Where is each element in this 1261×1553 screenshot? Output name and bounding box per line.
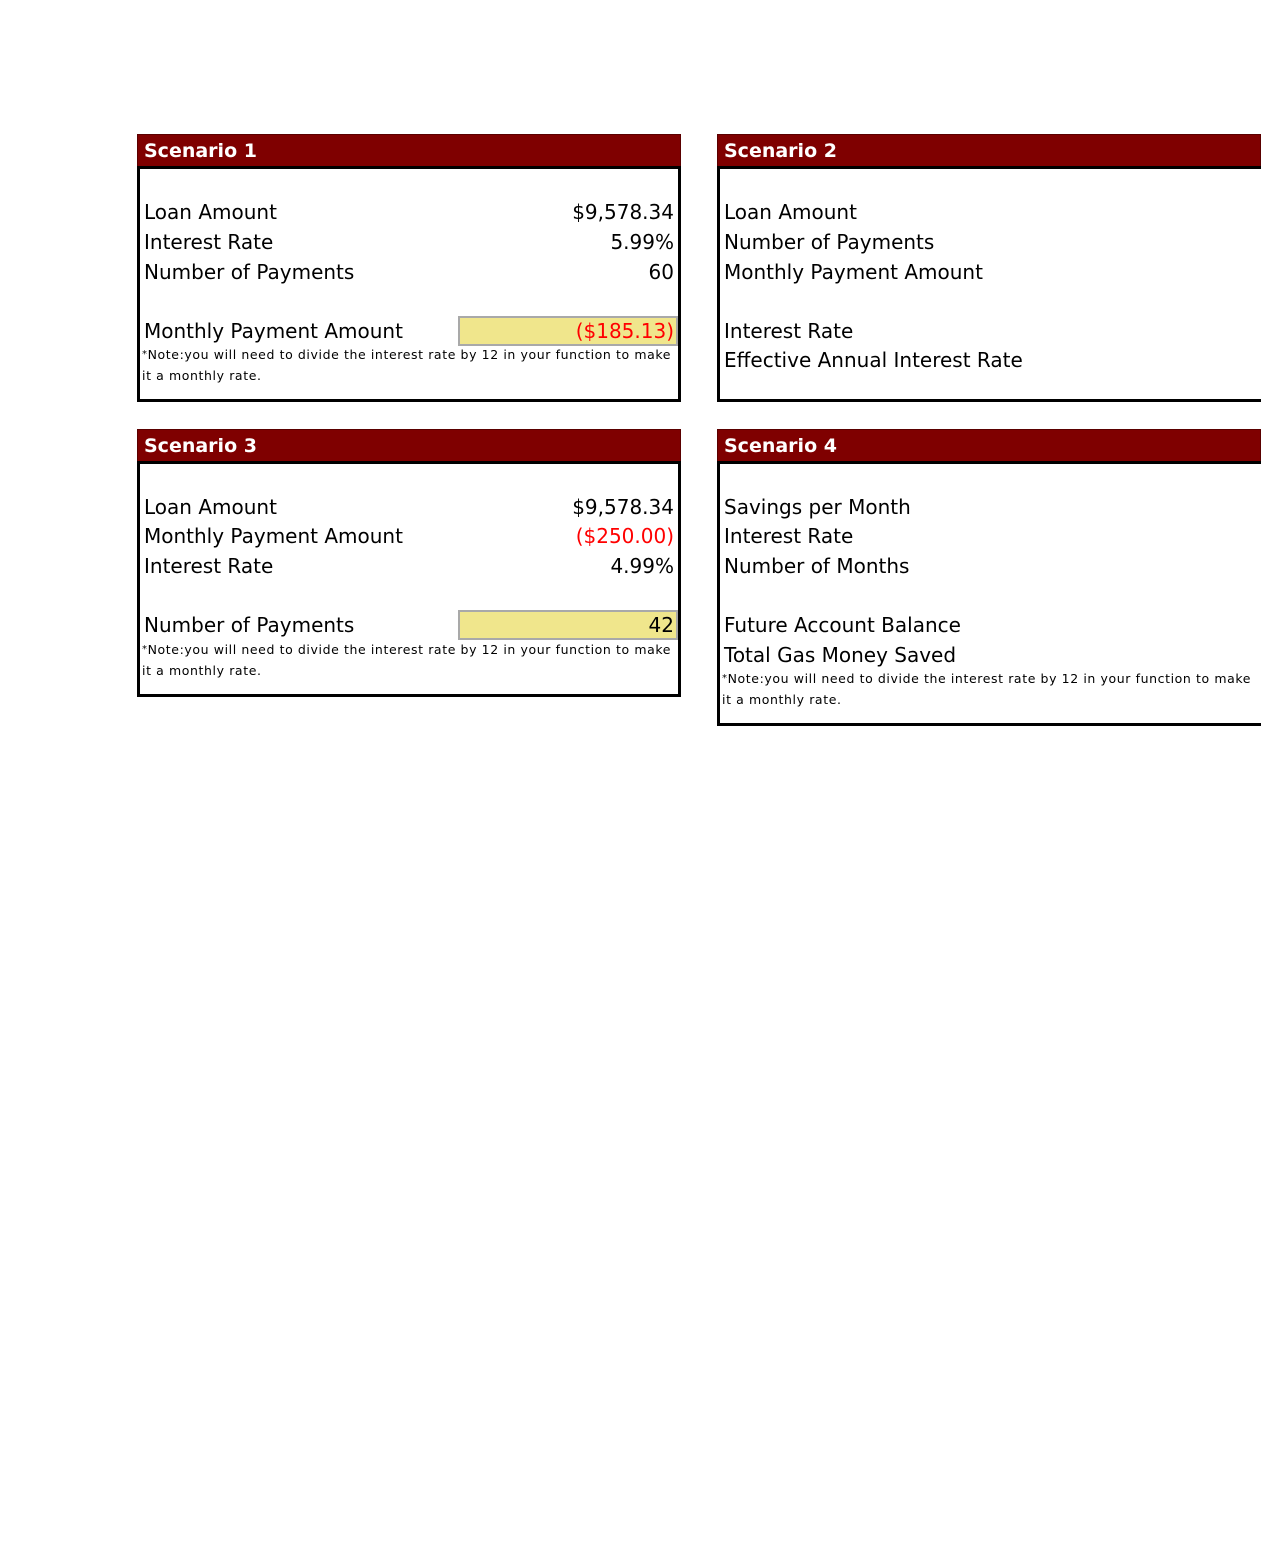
loan-amount-label: Loan Amount — [724, 200, 857, 224]
interest-rate-row — [724, 316, 1257, 346]
scenario-4-clip — [717, 429, 1252, 726]
scenario-1-card — [137, 134, 681, 402]
number-of-months-row — [724, 551, 1257, 581]
monthly-payment-result-cell[interactable]: ($185.13) — [458, 316, 678, 346]
savings-per-month-row — [724, 492, 1257, 522]
interest-rate-row — [724, 521, 1257, 551]
note-marker: * — [142, 349, 148, 360]
monthly-payment-row — [144, 316, 674, 346]
loan-amount-row — [724, 197, 1257, 227]
number-of-payments-label: Number of Payments — [144, 260, 355, 284]
interest-rate-label: Interest Rate — [724, 319, 854, 343]
scenario-3-note — [142, 639, 674, 681]
scenario-4-note — [722, 668, 1252, 710]
total-gas-saved-row — [724, 640, 1257, 670]
scenario-4-body — [717, 461, 1261, 726]
interest-rate-value[interactable]: 5.99% — [610, 230, 674, 254]
monthly-payment-value[interactable]: ($250.00) — [575, 524, 674, 548]
monthly-payment-label: Monthly Payment Amount — [724, 260, 983, 284]
number-of-payments-value[interactable]: 60 — [648, 260, 674, 284]
monthly-payment-row — [724, 257, 1257, 287]
loan-amount-label: Loan Amount — [144, 495, 277, 519]
interest-rate-label: Interest Rate — [724, 524, 854, 548]
scenario-2-header: Scenario 2 — [717, 134, 1261, 167]
monthly-payment-label: Monthly Payment Amount — [144, 319, 403, 343]
scenario-2-clip — [717, 134, 1078, 402]
scenario-4-card — [717, 429, 1261, 726]
scenario-1-header: Scenario 1 — [137, 134, 681, 167]
scenario-2-card — [717, 134, 1261, 402]
effective-annual-rate-label: Effective Annual Interest Rate — [724, 348, 1023, 372]
number-of-payments-label: Number of Payments — [724, 230, 935, 254]
number-of-payments-row — [144, 257, 674, 287]
future-balance-row — [724, 610, 1257, 640]
number-of-months-label: Number of Months — [724, 554, 910, 578]
scenario-1-body — [137, 166, 681, 402]
note-text: Note:you will need to divide the interest rate by 12 in your function to make it a monthly rate. — [722, 671, 1252, 707]
scenario-1-note — [142, 344, 674, 386]
note-marker: * — [722, 673, 728, 684]
total-gas-saved-label: Total Gas Money Saved — [724, 643, 957, 667]
loan-amount-label: Loan Amount — [144, 200, 277, 224]
number-of-payments-label: Number of Payments — [144, 613, 355, 637]
monthly-payment-label: Monthly Payment Amount — [144, 524, 403, 548]
interest-rate-label: Interest Rate — [144, 230, 274, 254]
monthly-payment-row — [144, 521, 674, 551]
interest-rate-row — [144, 551, 674, 581]
number-of-payments-row — [144, 610, 674, 640]
note-marker: * — [142, 644, 148, 655]
savings-per-month-label: Savings per Month — [724, 495, 911, 519]
loan-amount-row — [144, 492, 674, 522]
scenario-3-body — [137, 461, 681, 697]
loan-amount-value[interactable]: $9,578.34 — [572, 495, 674, 519]
interest-rate-value[interactable]: 4.99% — [610, 554, 674, 578]
scenario-3-header: Scenario 3 — [137, 429, 681, 462]
future-balance-label: Future Account Balance — [724, 613, 961, 637]
effective-annual-rate-row — [724, 345, 1257, 375]
scenario-2-body — [717, 166, 1261, 402]
scenario-3-card — [137, 429, 681, 697]
loan-amount-row — [144, 197, 674, 227]
number-of-payments-result-cell[interactable]: 42 — [458, 610, 678, 640]
number-of-payments-row — [724, 227, 1257, 257]
scenario-4-header: Scenario 4 — [717, 429, 1261, 462]
note-text: Note:you will need to divide the interest rate by 12 in your function to make it a monthly rate. — [142, 347, 672, 383]
interest-rate-label: Interest Rate — [144, 554, 274, 578]
loan-amount-value[interactable]: $9,578.34 — [572, 200, 674, 224]
note-text: Note:you will need to divide the interest rate by 12 in your function to make it a monthly rate. — [142, 642, 672, 678]
interest-rate-row — [144, 227, 674, 257]
